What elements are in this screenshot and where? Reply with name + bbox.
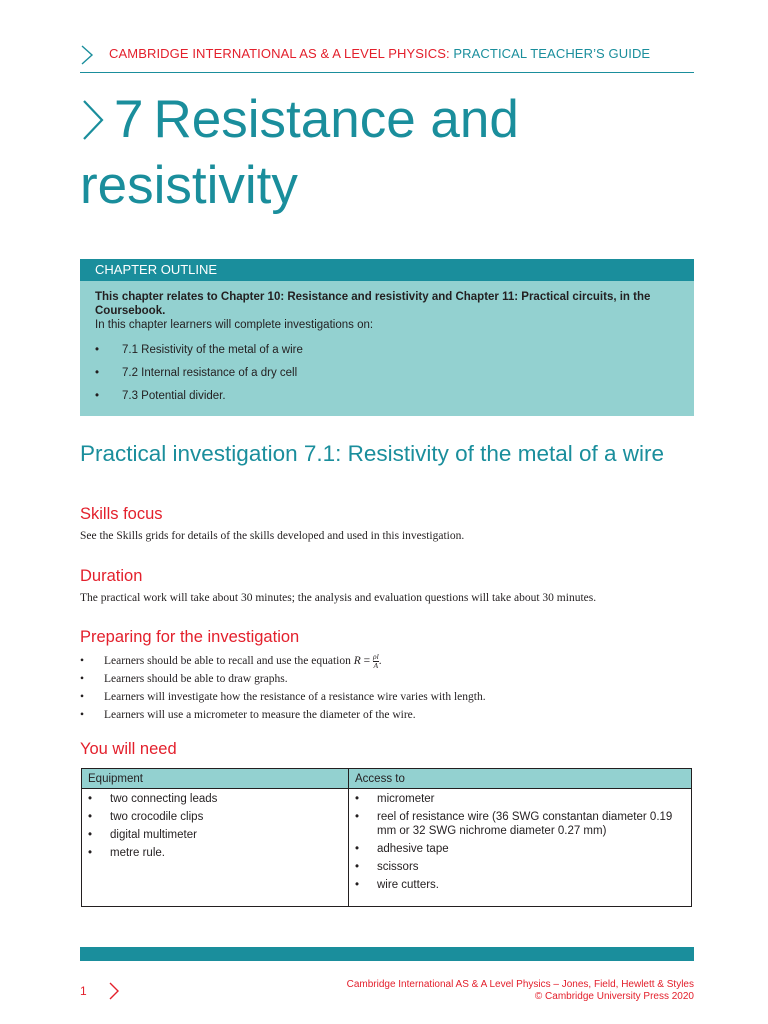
page-number: 1 [80, 984, 87, 998]
list-item: • wire cutters. [355, 878, 685, 892]
preparing-item: • Learners should be able to recall and use the equation R = $\frac{\rho l}{A}$ . [80, 652, 486, 670]
preparing-item: • Learners will investigate how the resistance of a resistance wire varies with length. [80, 688, 486, 706]
series-label: CAMBRIDGE INTERNATIONAL AS & A LEVEL PHYSICS: [109, 46, 450, 61]
duration-text: The practical work will take about 30 minutes; the analysis and evaluation questions will take about 30 minutes. [80, 592, 597, 604]
equipment-cell [82, 789, 349, 907]
outline-intro-bold: This chapter relates to Chapter 10: Resistance and resistivity and Chapter 11: Practical circuits, in the Coursebook. [95, 291, 651, 317]
chapter-outline-heading: CHAPTER OUTLINE [95, 262, 218, 277]
preparing-list [80, 652, 486, 724]
list-item: • micrometer [355, 792, 685, 806]
chapter-title-text: Resistance and resistivity [80, 90, 519, 215]
outline-intro: In this chapter learners will complete investigations on: [95, 319, 374, 331]
footer-authors: Cambridge International AS & A Level Physics – Jones, Field, Hewlett & Styles [346, 979, 694, 990]
you-will-need-heading: You will need [80, 740, 177, 758]
access-column-header: Access to [349, 769, 692, 789]
outline-item: • 7.3 Potential divider. [95, 385, 685, 408]
list-item: • metre rule. [88, 846, 342, 860]
list-item: • two crocodile clips [88, 810, 342, 824]
list-item: • reel of resistance wire (36 SWG constantan diameter 0.19 mm or 32 SWG nichrome diameter 0.27 mm) [355, 810, 685, 838]
footer-copyright: © Cambridge University Press 2020 [534, 991, 694, 1002]
preparing-item: • Learners will use a micrometer to measure the diameter of the wire. [80, 706, 486, 724]
outline-item: • 7.2 Internal resistance of a dry cell [95, 362, 685, 385]
list-item: • two connecting leads [88, 792, 342, 806]
access-cell [349, 789, 692, 907]
outline-list [95, 339, 685, 408]
guide-label: PRACTICAL TEACHER’S GUIDE [453, 46, 651, 61]
duration-heading: Duration [80, 567, 143, 585]
equipment-table [81, 768, 692, 907]
preparing-heading: Preparing for the investigation [80, 628, 300, 646]
preparing-item: • Learners should be able to draw graphs. [80, 670, 486, 688]
chevron-right-icon [108, 981, 120, 1001]
footer-credit [347, 979, 694, 1003]
list-item: • scissors [355, 860, 685, 874]
list-item: • adhesive tape [355, 842, 685, 856]
table-row [82, 789, 692, 907]
resistivity-equation: R = $\frac{\rho l}{A}$ . [353, 651, 382, 670]
skills-focus-text: See the Skills grids for details of the skills developed and used in this investigation. [80, 530, 465, 542]
running-header [109, 46, 650, 61]
chapter-number: 7 [114, 90, 144, 149]
table-header-row [82, 769, 692, 789]
chapter-title [80, 87, 700, 219]
investigation-title: Practical investigation 7.1: Resistivity of the metal of a wire [80, 441, 665, 466]
footer-bar [80, 947, 694, 961]
header-rule [80, 72, 694, 73]
chevron-right-icon [78, 44, 96, 66]
equipment-column-header: Equipment [82, 769, 349, 789]
list-item: • digital multimeter [88, 828, 342, 842]
skills-focus-heading: Skills focus [80, 505, 163, 523]
chapter-outline-box [80, 281, 694, 416]
outline-item: • 7.1 Resistivity of the metal of a wire [95, 339, 685, 362]
chapter-outline-header [80, 259, 694, 281]
